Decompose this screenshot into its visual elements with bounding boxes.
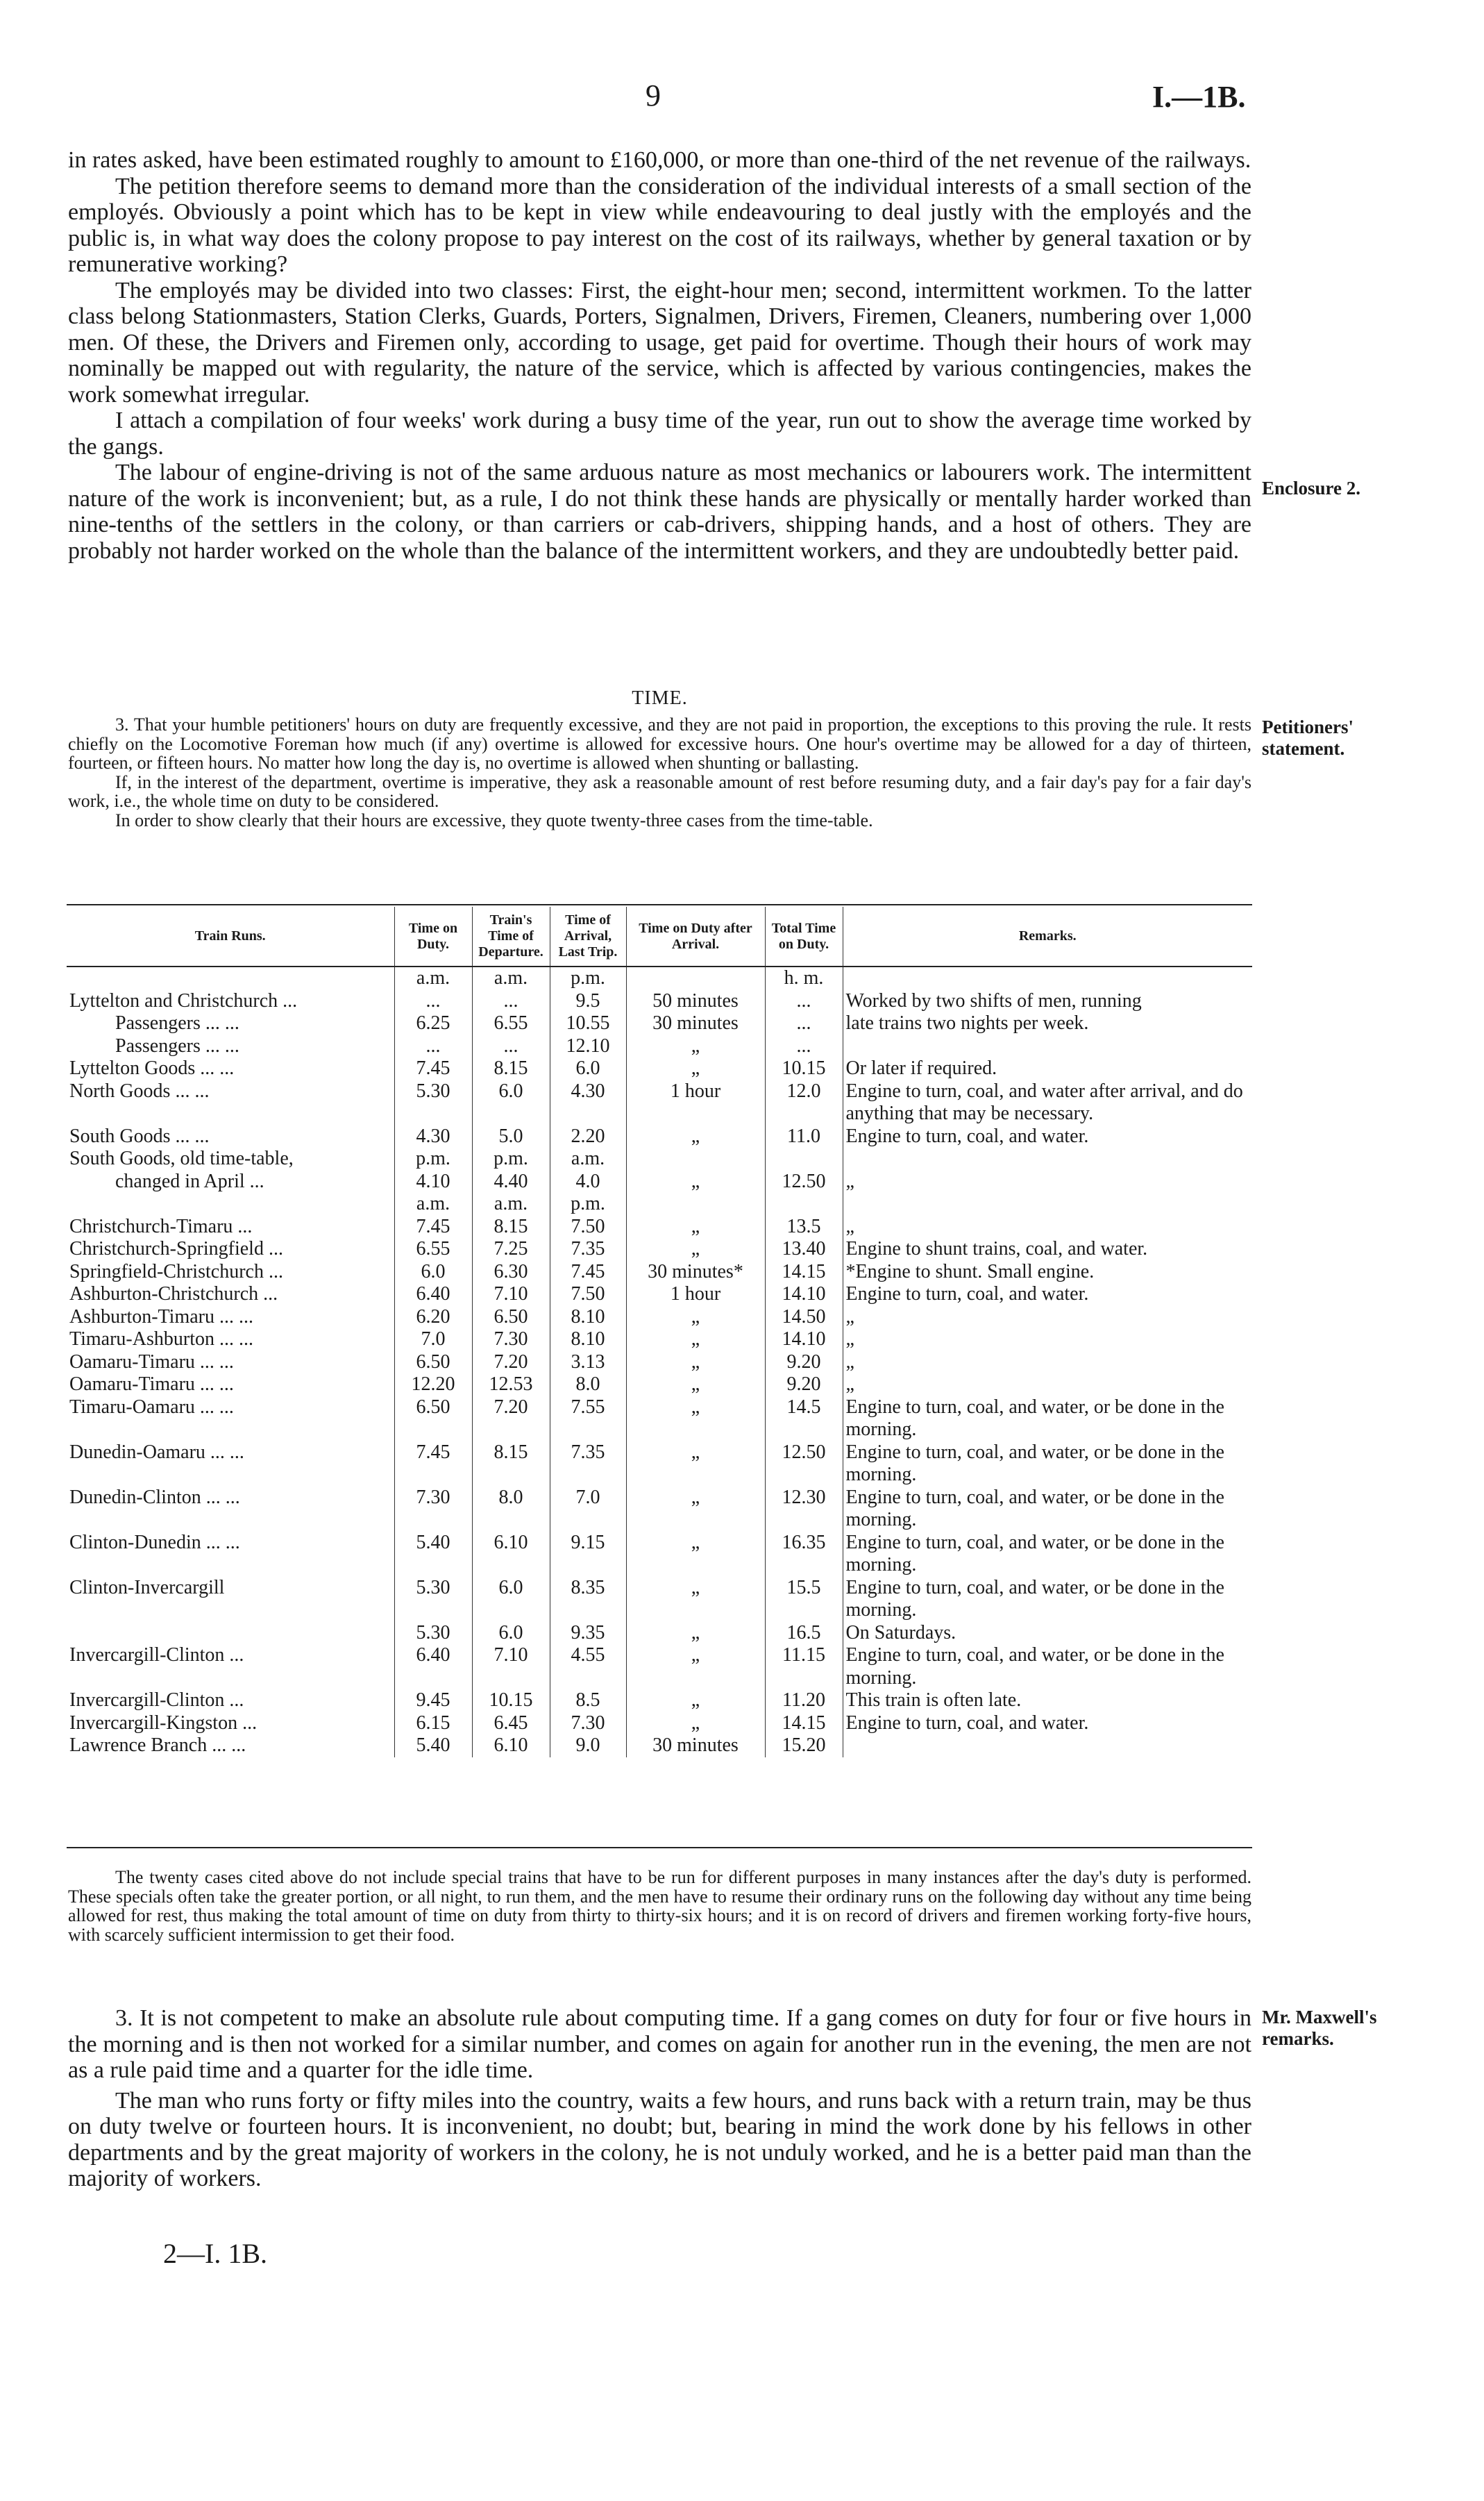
cell-value: 5.30 [394,1080,472,1126]
cell-value: 14.50 [765,1306,843,1329]
cell-value: 6.20 [394,1306,472,1329]
cell-value: 7.20 [472,1396,550,1441]
column-header: Time on Duty. [394,907,472,967]
cell-value: 7.0 [550,1487,626,1532]
table-row [67,1622,1252,1645]
paragraph: 3. It is not competent to make an absolute rule about computing time. If a gang comes on duty for four or five hours in the morning and is then not worked for a similar number, and comes on again for another run in the evening, the men are not as a rule paid time and a quarter for the idle time. [68,2005,1251,2083]
cell-value: 16.5 [765,1622,843,1645]
table-top-rule [67,904,1252,905]
cell-value: 14.15 [765,1712,843,1735]
cell-train-run: Invercargill-Clinton ... [67,1644,394,1689]
table-row [67,1238,1252,1261]
cell-value: 8.15 [472,1216,550,1239]
cell-remarks: Worked by two shifts of men, running [845,989,1142,1012]
cell-remarks [843,967,1252,990]
paragraph: The employés may be divided into two classes: First, the eight-hour men; second, intermittent workmen. To the latter class belong Stationmasters, Station Clerks, Guards, Porters, Signalmen, Drivers, Firemen, Cleaners, numbering over 1,000 men. Of these, the Drivers and Firemen only, according to usage, get paid for overtime. Though their hours of work may nominally be mapped out with regularity, the nature of the service, which is affected by various contingencies, makes the work somewhat irregular. [68,277,1251,408]
cell-value: ... [765,1012,843,1035]
cell-value: 6.0 [550,1057,626,1080]
cell-value: 7.30 [472,1328,550,1351]
cell-value: 8.5 [550,1689,626,1712]
cell-value: 7.35 [550,1441,626,1487]
cell-value: 12.53 [472,1373,550,1396]
cell-value: „ [626,1057,765,1080]
cell-remarks: „ [845,1215,854,1237]
cell-remarks: „ [845,1328,854,1350]
remarks-section [68,2005,1251,2192]
cell-value: 6.45 [472,1712,550,1735]
cell-value: 1 hour [626,1080,765,1126]
cell-value: 50 minutes [626,990,765,1013]
table-row [67,1712,1252,1735]
table-header-row [67,907,1252,967]
cell-value: 7.45 [394,1441,472,1487]
cell-value: 7.30 [550,1712,626,1735]
cell-value: „ [626,1441,765,1487]
section-heading: TIME. [632,687,688,709]
cell-remarks: „ [845,1350,854,1373]
table-row [67,1328,1252,1351]
cell-value: 7.45 [394,1216,472,1239]
cell-train-run: Lawrence Branch ... ... [67,1734,394,1757]
cell-value: 9.0 [550,1734,626,1757]
cell-value: 6.0 [472,1080,550,1126]
cell-value: a.m. [472,967,550,990]
table-row [67,1080,1252,1126]
cell-value: 7.25 [472,1238,550,1261]
cell-value: 7.20 [472,1351,550,1374]
cell-value: 30 minutes [626,1012,765,1035]
cell-value: 11.20 [765,1689,843,1712]
cell-value: 7.10 [472,1283,550,1306]
cell-value: 5.40 [394,1734,472,1757]
cell-value: 9.15 [550,1532,626,1577]
cell-value: a.m. [394,1193,472,1216]
cell-value: 6.50 [394,1396,472,1441]
column-header: Train's Time of Departure. [472,907,550,967]
table-row [67,1351,1252,1374]
cell-value: 13.5 [765,1216,843,1239]
cell-value: 6.15 [394,1712,472,1735]
cell-remarks: Engine to turn, coal, and water. [845,1712,1089,1734]
cell-value: ... [765,1035,843,1058]
cell-value: 6.50 [394,1351,472,1374]
table-row [67,990,1252,1013]
cell-value: 9.45 [394,1689,472,1712]
cell-value: 8.0 [550,1373,626,1396]
table-row [67,1689,1252,1712]
column-header: Remarks. [843,907,1252,967]
cell-remarks: Engine to turn, coal, and water, or be done in the morning. [845,1644,1224,1689]
cell-value: 9.5 [550,990,626,1013]
cell-train-run: Oamaru-Timaru ... ... [67,1351,394,1374]
cell-value: „ [626,1306,765,1329]
cell-value: 5.30 [394,1577,472,1622]
cell-value: 4.40 [472,1171,550,1194]
cell-value [626,967,765,990]
paragraph: in rates asked, have been estimated roughly to amount to £160,000, or more than one-third of the net revenue of the railways. [68,147,1251,173]
cell-value: p.m. [550,1193,626,1216]
paragraph: The petition therefore seems to demand more than the consideration of the individual interests of a small section of the employés. Obviously a point which has to be kept in view while endeavouring to deal justly with the employés and the public is, in what way does the colony propose to pay interest on the cost of its railways, whether by general taxation or by remunerative working? [68,173,1251,277]
paragraph: If, in the interest of the department, overtime is imperative, they ask a reasonable amount of rest before resuming duty, and a fair day's pay for a fair day's work, i.e., the whole time on duty to be considered. [68,771,1251,811]
cell-remarks: Engine to shunt trains, coal, and water. [845,1238,1148,1260]
cell-train-run: North Goods ... ... [67,1080,394,1126]
table-row [67,1012,1252,1035]
cell-value: 6.10 [472,1734,550,1757]
cell-remarks: late trains two nights per week. [845,1012,1089,1034]
cell-value: „ [626,1644,765,1689]
cell-train-run: Dunedin-Clinton ... ... [67,1487,394,1532]
cell-value: 6.0 [472,1577,550,1622]
cell-remarks: „ [845,1305,854,1328]
cell-value: „ [626,1622,765,1645]
cell-train-run: Christchurch-Timaru ... [67,1216,394,1239]
cell-value: 8.15 [472,1441,550,1487]
cell-remarks: Engine to turn, coal, and water. [845,1125,1089,1147]
cell-train-run: Oamaru-Timaru ... ... [67,1373,394,1396]
cell-value [765,1193,843,1216]
cell-value: 11.15 [765,1644,843,1689]
table-row [67,1216,1252,1239]
cell-train-run: Ashburton-Timaru ... ... [67,1306,394,1329]
cell-value: 14.10 [765,1328,843,1351]
cell-remarks: *Engine to shunt. Small engine. [845,1260,1095,1282]
cell-value: 2.20 [550,1126,626,1148]
cell-remarks [843,1193,1252,1216]
cell-remarks: „ [845,1170,854,1192]
cell-value: 4.10 [394,1171,472,1194]
cell-value: 3.13 [550,1351,626,1374]
cell-value [765,1148,843,1171]
paragraph: In order to show clearly that their hours are excessive, they quote twenty-three cases from the time-table. [115,810,873,830]
table-row [67,1487,1252,1532]
cell-value: 12.30 [765,1487,843,1532]
cell-value: 1 hour [626,1283,765,1306]
cell-value: 9.20 [765,1351,843,1374]
petition-section [68,715,1251,830]
cell-train-run: Invercargill-Clinton ... [67,1689,394,1712]
cell-value: 10.15 [765,1057,843,1080]
cell-train-run [67,1193,394,1216]
cell-value: 10.55 [550,1012,626,1035]
cell-train-run: Clinton-Invercargill [67,1577,394,1622]
cell-value: 5.0 [472,1126,550,1148]
cell-train-run: South Goods ... ... [67,1126,394,1148]
cell-remarks: Engine to turn, coal, and water, or be done in the morning. [845,1576,1224,1621]
table-row [67,1035,1252,1058]
cell-value: 6.40 [394,1283,472,1306]
cell-value: ... [394,1035,472,1058]
cell-train-run: Clinton-Dunedin ... ... [67,1532,394,1577]
page-number: 9 [646,78,661,112]
cell-train-run: Invercargill-Kingston ... [67,1712,394,1735]
cell-remarks: Engine to turn, coal, and water after arrival, and do anything that may be necessary. [845,1080,1243,1124]
cell-value: 8.10 [550,1328,626,1351]
column-header: Time on Duty after Arrival. [626,907,765,967]
cell-remarks: Engine to turn, coal, and water, or be done in the morning. [845,1531,1224,1575]
cell-value: 7.35 [550,1238,626,1261]
table-bottom-rule [67,1847,1252,1848]
cell-remarks: Or later if required. [845,1057,997,1079]
cell-value: 6.40 [394,1644,472,1689]
cell-value: 9.20 [765,1373,843,1396]
intro-section [68,147,1251,564]
column-header: Total Time on Duty. [765,907,843,967]
cell-value: „ [626,1487,765,1532]
cell-remarks: Engine to turn, coal, and water, or be done in the morning. [845,1441,1224,1485]
cell-value: p.m. [472,1148,550,1171]
cell-value: h. m. [765,967,843,990]
cell-value: 9.35 [550,1622,626,1645]
cell-train-run: Springfield-Christchurch ... [67,1261,394,1284]
cell-value: ... [472,990,550,1013]
cell-value: 30 minutes* [626,1261,765,1284]
cell-value: 8.35 [550,1577,626,1622]
cell-value: „ [626,1532,765,1577]
cell-value: 11.0 [765,1126,843,1148]
cell-value: 6.10 [472,1532,550,1577]
cell-value: „ [626,1216,765,1239]
cell-value: 5.30 [394,1622,472,1645]
cell-value [626,1193,765,1216]
column-header: Time of Arrival, Last Trip. [550,907,626,967]
table-row [67,1148,1252,1171]
cell-remarks: Engine to turn, coal, and water, or be done in the morning. [845,1396,1224,1440]
cell-value: 7.10 [472,1644,550,1689]
cell-train-run: Timaru-Oamaru ... ... [67,1396,394,1441]
cell-value: „ [626,1396,765,1441]
cell-value: ... [394,990,472,1013]
table-row [67,1171,1252,1194]
cell-value: 7.50 [550,1216,626,1239]
paragraph: The man who runs forty or fifty miles into the country, waits a few hours, and runs back with a return train, may be thus on duty twelve or fourteen hours. It is inconvenient, no doubt; but, bearing in mind the work done by his fellows in other departments and by the great majority of workers in the colony, he is not unduly worked, and he is a better paid man than the majority of workers. [68,2087,1251,2191]
cell-value: 12.50 [765,1441,843,1487]
cell-value: 8.15 [472,1057,550,1080]
table-row [67,1734,1252,1757]
cell-train-run: Lyttelton Goods ... ... [67,1057,394,1080]
cell-value: 30 minutes [626,1734,765,1757]
cell-value: 12.50 [765,1171,843,1194]
cell-remarks: Engine to turn, coal, and water, or be done in the morning. [845,1486,1224,1530]
cell-value: 4.30 [394,1126,472,1148]
cell-value: „ [626,1126,765,1148]
table-row [67,1396,1252,1441]
cell-remarks [843,1734,1252,1757]
table-row [67,1306,1252,1329]
margin-note-line: statement. [1262,738,1345,759]
cell-value: 14.15 [765,1261,843,1284]
cell-value: 8.10 [550,1306,626,1329]
cell-value: „ [626,1351,765,1374]
cell-value: 14.5 [765,1396,843,1441]
cell-value: 12.0 [765,1080,843,1126]
table-row [67,1373,1252,1396]
cell-value: „ [626,1171,765,1194]
cell-value: ... [765,990,843,1013]
cell-value: 5.40 [394,1532,472,1577]
cell-value: 7.45 [394,1057,472,1080]
margin-note-enclosure: Enclosure 2. [1262,478,1361,499]
column-header: Train Runs. [67,907,394,967]
cell-value: 12.20 [394,1373,472,1396]
cell-value: „ [626,1712,765,1735]
cell-value: „ [626,1373,765,1396]
timetable [67,907,1252,1757]
units-row [67,1193,1252,1216]
table-row [67,1126,1252,1148]
cell-value: 10.15 [472,1689,550,1712]
cell-value: 7.45 [550,1261,626,1284]
cell-train-run: Lyttelton and Christchurch ... [67,990,394,1013]
cell-value: 8.0 [472,1487,550,1532]
cell-train-run: Timaru-Ashburton ... ... [67,1328,394,1351]
cell-value: a.m. [472,1193,550,1216]
cell-train-run: Dunedin-Oamaru ... ... [67,1441,394,1487]
cell-value [626,1148,765,1171]
cell-value: 4.55 [550,1644,626,1689]
cell-train-run: South Goods, old time-table, [67,1148,394,1171]
cell-value: 6.25 [394,1012,472,1035]
cell-value: a.m. [394,967,472,990]
margin-note-line: Petitioners' [1262,717,1354,737]
paragraph: I attach a compilation of four weeks' work during a busy time of the year, run out to show the average time worked by the gangs. [68,408,1251,460]
table-row [67,1532,1252,1577]
cell-train-run [67,967,394,990]
cell-remarks: On Saturdays. [845,1621,956,1643]
margin-note-petitioners [1262,717,1408,760]
cell-value: 7.0 [394,1328,472,1351]
cell-value: p.m. [394,1148,472,1171]
cell-value: a.m. [550,1148,626,1171]
cell-value: 14.10 [765,1283,843,1306]
cell-train-run: Ashburton-Christchurch ... [67,1283,394,1306]
cell-value: 7.55 [550,1396,626,1441]
cell-value: 16.35 [765,1532,843,1577]
signature-line: 2—I. 1B. [163,2238,267,2269]
units-row [67,967,1252,990]
cell-remarks: This train is often late. [845,1689,1022,1711]
cell-value: 7.30 [394,1487,472,1532]
paragraph: 3. That your humble petitioners' hours on duty are frequently excessive, and they are not paid in proportion, the exceptions to this proving the rule. It rests chiefly on the Locomotive Foreman how much (if any) overtime is allowed for excessive hours. One hour's overtime may be allowed for a day of thirteen, fourteen, or fifteen hours. No matter how long the day is, no overtime is allowed when shunting or ballasting. [68,714,1251,773]
cell-value: „ [626,1035,765,1058]
cell-value: ... [472,1035,550,1058]
cell-train-run: Passengers ... ... [67,1035,394,1058]
table-row [67,1057,1252,1080]
cell-remarks [843,1035,1252,1058]
after-table-note [68,1868,1251,1944]
cell-value: „ [626,1577,765,1622]
cell-value: 6.55 [472,1012,550,1035]
page-reference: I.—1B. [1152,80,1246,114]
cell-value: 6.50 [472,1306,550,1329]
table-row [67,1441,1252,1487]
table-row [67,1644,1252,1689]
cell-value: p.m. [550,967,626,990]
cell-train-run: Passengers ... ... [67,1012,394,1035]
paragraph: The labour of engine-driving is not of the same arduous nature as most mechanics or labourers work. The intermittent nature of the work is inconvenient; but, as a rule, I do not think these hands are physically or mentally harder worked than nine-tenths of the settlers in the colony, or than carriers or cab-drivers, shipping hands, and a host of others. They are probably not harder worked on the whole than the balance of the intermittent workers, and they are undoubtedly better paid. [68,460,1251,564]
cell-value: 4.30 [550,1080,626,1126]
table-row [67,1577,1252,1622]
margin-note-line: Mr. Maxwell's [1262,2007,1377,2027]
table-row [67,1283,1252,1306]
paragraph: The twenty cases cited above do not include special trains that have to be run for different purposes in many instances after the day's duty is performed. These specials often take the greater portion, or all night, to run them, and the men have to resume their ordinary runs on the following day without any time being allowed for rest, thus making the total amount of time on duty from thirty to thirty-six hours; and it is on record of drivers and firemen working forty-five hours, with scarcely sufficient intermission to get their food. [68,1867,1251,1945]
margin-note-maxwell [1262,2007,1408,2050]
cell-value: 6.30 [472,1261,550,1284]
cell-value: 15.5 [765,1577,843,1622]
cell-remarks: „ [845,1373,854,1395]
cell-value: 13.40 [765,1238,843,1261]
cell-value: 7.50 [550,1283,626,1306]
cell-value: „ [626,1689,765,1712]
cell-remarks [843,1148,1252,1171]
cell-value: 6.55 [394,1238,472,1261]
cell-value: 6.0 [472,1622,550,1645]
cell-train-run [67,1622,394,1645]
cell-train-run: Christchurch-Springfield ... [67,1238,394,1261]
margin-note-line: remarks. [1262,2028,1334,2049]
cell-value: „ [626,1328,765,1351]
cell-value: 15.20 [765,1734,843,1757]
cell-value: „ [626,1238,765,1261]
cell-value: 4.0 [550,1171,626,1194]
table-row [67,1261,1252,1284]
cell-remarks: Engine to turn, coal, and water. [845,1283,1089,1305]
cell-value: 12.10 [550,1035,626,1058]
cell-value: 6.0 [394,1261,472,1284]
cell-train-run: changed in April ... [67,1171,394,1194]
